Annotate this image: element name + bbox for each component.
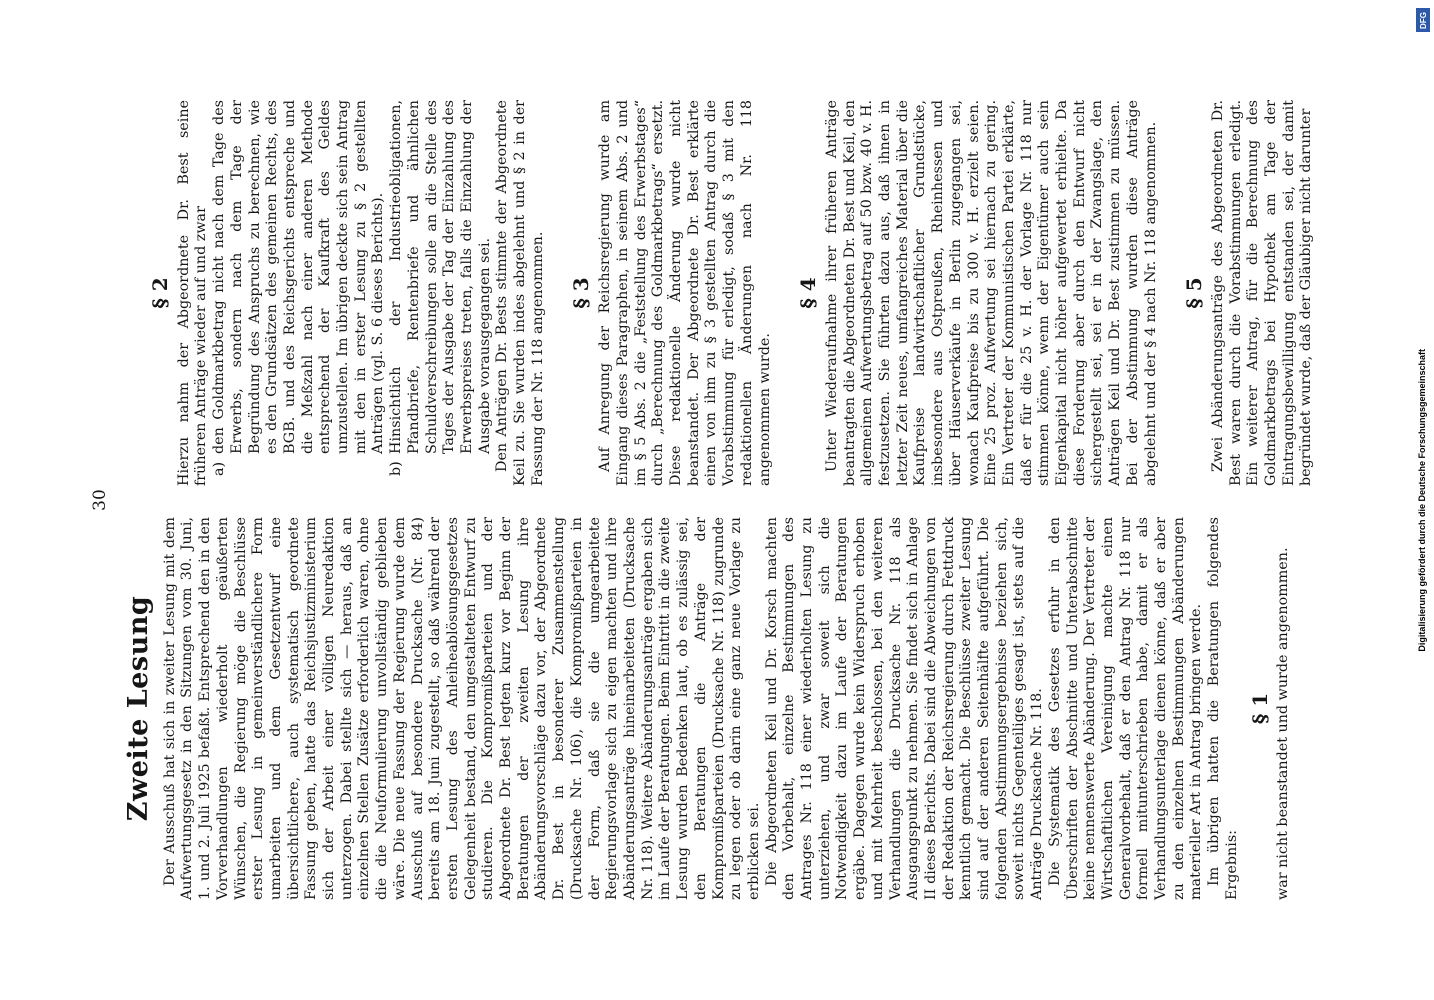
- paragraph: Unter Wiederaufnahme ihrer früheren Anträge beantragten die Abgeordneten Dr. Best und Keil, den allgemeinen Aufwertungsbetrag auf 50 bzw. 40 v. H. festzusetzen. Sie führten dazu aus, daß ihnen in letzter Zeit neues, umfangreiches Material über die Kaufpreise landwirtschaftlicher Grundstücke, insbesondere aus Ostpreußen, Rheinhessen und über Häuserverkäufe in Berlin zugegangen sei, wonach Kaufpreise bis zu 300 v. H. erzielt seien. Eine 25 proz. Aufwertung sei hiernach zu gering. Ein Vertreter der Kommunistischen Partei erklärte, daß er für die 25 v. H. der Vorlage Nr. 118 nur stimmen könne, wenn der Eigentümer auch sein Eigenkapital nicht höher aufgewertet erhielte. Da diese Forderung aber durch den Entwurf nicht sichergestellt sei, sei er in der Zwangslage, den Anträgen Keil und Dr. Best zustimmen zu müssen. Bei der Abstimmung wurden diese Anträge abgelehnt und der § 4 nach Nr. 118 angenommen.: [823, 100, 1159, 486]
- watermark-text: Digitalisierung gefördert durch die Deutsche Forschungsgemeinschaft: [1417, 348, 1427, 652]
- paragraph: Die Abgeordneten Keil und Dr. Korsch machten den Vorbehalt, einzelne Bestimmungen des Antrages Nr. 118 einer wiederholten Lesung zu unterziehen, und zwar soweit sich die Notwendigkeit dazu im Laufe der Beratungen ergäbe. Dagegen wurde kein Widerspruch erhoben und mit Mehrheit beschlossen, bei den weiteren Verhandlungen die Drucksache Nr. 118 als Ausgangspunkt zu nehmen. Sie findet sich in Anlage II dieses Berichts. Dabei sind die Abweichungen von der Redaktion der Reichsregierung durch Fettdruck kenntlich gemacht. Die Beschlüsse zweiter Lesung sind auf der anderen Seitenhälfte aufgeführt. Die folgenden Abstimmungsergebnisse beziehen sich, soweit nichts Gegenteiliges gesagt ist, stets auf die Anträge Drucksache Nr. 118.: [763, 517, 1046, 900]
- list-item: [388, 100, 494, 486]
- paragraph: war nicht beanstandet und wurde angenommen.: [1275, 547, 1292, 900]
- amendment-list: [211, 100, 494, 486]
- paragraph: Im übrigen hatten die Beratungen folgendes Ergebnis:: [1206, 517, 1240, 900]
- list-text: Hinsichtlich der Industrieobligationen, Pfandbriefe, Rentenbriefe und ähnlichen Schuldverschreibungen solle an die Stelle des Tages der Ausgabe der Tag der Einzahlung des Erwerbspreises treten, falls die Einzahlung der Ausgabe vorausgegangen sei.: [388, 100, 493, 454]
- chapter-title: Zweite Lesung: [123, 595, 154, 822]
- section-heading-5: § 5: [1182, 277, 1207, 309]
- section-heading-3: § 3: [569, 277, 594, 309]
- section-heading-4: § 4: [796, 277, 821, 309]
- paragraph: Hierzu nahm der Abgeordnete Dr. Best seine früheren Anträge wieder auf und zwar: [175, 100, 210, 486]
- dfg-watermark: [1410, 0, 1434, 1000]
- left-column: [123, 517, 1293, 900]
- page-number: 30: [90, 489, 110, 511]
- list-label: b): [388, 461, 405, 476]
- list-label: a): [211, 461, 228, 476]
- list-text: den Goldmarkbetrag nicht nach dem Tage des Erwerbs, sondern nach dem Tage der Begründung des Anspruchs zu berechnen, wie es den Grundsätzen des gemeinen Rechts, des BGB. und des Reichsgerichts entspreche und die Meßzahl nach einer anderen Methode entsprechend der Kaufkraft des Geldes umzustellen. Im übrigen deckte sich sein Antrag mit den in erster Lesung zu § 2 gestellten Anträgen (vgl. S. 6 dieses Berichts).: [211, 100, 387, 454]
- paragraph: Der Ausschuß hat sich in zweiter Lesung mit dem Aufwertungsgesetz in den Sitzungen vom 30. Juni, 1. und 2. Juli 1925 befaßt. Entsprechend den in den Vorverhandlungen wiederholt geäußerten Wünschen, die Regierung möge die Beschlüsse erster Lesung in gemeinverständlichere Form umarbeiten und dem Gesetzentwurf eine übersichtlichere, auch systematisch geordnete Fassung geben, hatte das Reichsjustizministerium sich der Arbeit einer völligen Neuredaktion unterzogen. Dabei stellte sich — heraus, daß an einzelnen Stellen Zusätze erforderlich waren, ohne die die Neuformulierung unvollständig geblieben wäre. Die neue Fassung der Regierung wurde dem Ausschuß auf besondere Drucksache (Nr. 84) bereits am 18. Juni zugestellt, so daß während der ersten Lesung des Anleiheablösungsgesetzes Gelegenheit bestand, den umgestalteten Entwurf zu studieren. Die Kompromißparteien und der Abgeordnete Dr. Best legten kurz vor Beginn der Beratungen der zweiten Lesung ihre Abänderungsvorschläge dazu vor, der Abgeordnete Dr. Best in besonderer Zusammenstellung (Drucksache Nr. 106), die Kompromißparteien in der Form, daß sie die umgearbeitete Regierungsvorlage sich zu eigen machten und ihre Abänderungsanträge hineinarbeiteten (Drucksache Nr. 118). Weitere Abänderungsanträge ergaben sich im Laufe der Beratungen. Beim Eintritt in die zweite Lesung wurden Bedenken laut, ob es zulässig sei, den Beratungen die Anträge der Kompromißparteien (Drucksache Nr. 118) zugrunde zu legen oder ob darin eine ganz neue Vorlage zu erblicken sei.: [161, 517, 762, 900]
- right-column: [148, 100, 1316, 486]
- section-heading-1: § 1: [1247, 692, 1272, 725]
- paragraph: Zwei Abänderungsanträge des Abgeordneten Dr. Best waren durch die Vorabstimmungen erledigt. Ein weiterer Antrag, für die Berechnung des Goldmarkbetrags bei Hypothek am Tage der Eintragungsbewilligung entstanden sei, der damit begründet wurde, daß der Gläubiger nicht darunter: [1209, 100, 1315, 486]
- section-heading-2: § 2: [148, 277, 172, 309]
- list-item: [211, 100, 388, 486]
- paragraph: Die Systematik des Gesetzes erfuhr in den Überschriften der Abschnitte und Unterabschnitte keine nennenswerte Abänderung. Der Vertreter der Wirtschaftlichen Vereinigung machte einen Generalvorbehalt, daß er den Antrag Nr. 118 nur formell mitunterschrieben habe, damit er als Verhandlungsunterlage dienen könne, daß er aber zu den einzelnen Bestimmungen Abänderungen materieller Art in Antrag bringen werde.: [1046, 517, 1205, 900]
- paragraph: Den Anträgen Dr. Bests stimmte der Abgeordnete Keil zu. Sie wurden indes abgelehnt und § 2 in der Fassung der Nr. 118 angenommen.: [494, 100, 546, 486]
- paragraph: Auf Anregung der Reichsregierung wurde am Eingang dieses Paragraphen, in seinem Abs. 2 und im § 5 Abs. 2 die „Feststellung des Erwerbstages“ durch „Berechnung des Goldmarkbetrags“ ersetzt. Diese redaktionelle Änderung wurde nicht beanstandet. Der Abgeordnete Dr. Best erklärte einen von ihm zu § 3 gestellten Antrag durch die Vorabstimmung für erledigt, sodaß § 3 mit den redaktionellen Änderungen nach Nr. 118 angenommen wurde.: [597, 100, 773, 486]
- logo-text: DFG: [1418, 11, 1428, 29]
- dfg-logo-icon: [1416, 8, 1430, 32]
